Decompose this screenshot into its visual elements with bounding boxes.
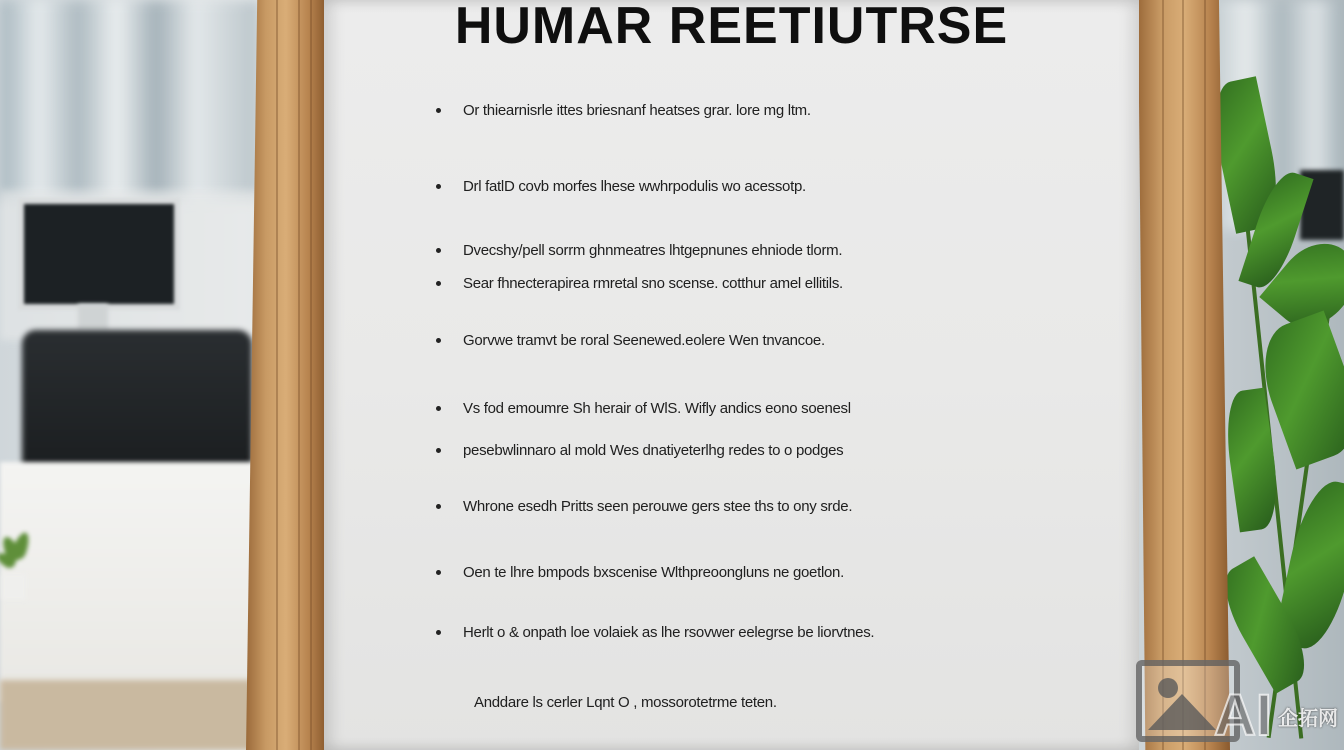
bullet-text: Gorvwe tramvt be roral Seenewed.eolere Wen tnvancoe. xyxy=(463,331,825,349)
bullet-dot-icon xyxy=(436,338,441,343)
background-office-chair xyxy=(22,330,252,470)
bullet-dot-icon xyxy=(436,630,441,635)
bullet-text: Dvecshy/pell sorrm ghnmeatres lhtgepnunes ehniode tlorm. xyxy=(463,241,843,259)
bullet-list xyxy=(324,0,1139,750)
bullet-dot-icon xyxy=(436,184,441,189)
bullet-text: Or thiearnisrle ittes briesnanf heatses grar. lore mg ltm. xyxy=(463,101,811,119)
bullet-dot-icon xyxy=(436,248,441,253)
bullet-dot-icon xyxy=(436,504,441,509)
background-window-left xyxy=(0,0,260,200)
bullet-text: Sear fhnecterapirea rmretal sno scense. cotthur amel ellitils. xyxy=(463,274,843,292)
bullet-item xyxy=(436,238,842,262)
bullet-text: Herlt o & onpath loe volaiek as lhe rsovwer eelegrse be liorvtnes. xyxy=(463,623,875,641)
bullet-item xyxy=(436,438,843,462)
bullet-item xyxy=(436,98,811,122)
bullet-item xyxy=(436,271,843,295)
background-desk-edge xyxy=(0,680,255,750)
bullet-item xyxy=(436,494,852,518)
watermark xyxy=(1136,660,1344,750)
bullet-dot-icon xyxy=(436,570,441,575)
bullet-item xyxy=(436,396,851,420)
bullet-text: Vs fod emoumre Sh herair of WlS. Wifly andics eono soenesl xyxy=(463,399,851,417)
bullet-dot-icon xyxy=(436,281,441,286)
watermark-logo-text: AI xyxy=(1214,683,1272,748)
bullet-item xyxy=(436,560,844,584)
bullet-text: pesebwlinnaro al mold Wes dnatiyeterlhg redes to o podges xyxy=(463,441,844,459)
wooden-frame-right xyxy=(1138,0,1230,750)
bullet-dot-icon xyxy=(436,406,441,411)
bullet-item xyxy=(436,620,874,644)
sign-board xyxy=(324,0,1139,750)
bullet-dot-icon xyxy=(436,108,441,113)
bullet-text: Whrone esedh Pritts seen perouwe gers stee ths to ony srde. xyxy=(463,497,853,515)
background-small-plant xyxy=(0,528,36,580)
bullet-item xyxy=(474,690,777,714)
bullet-item xyxy=(436,174,806,198)
bullet-text: Oen te lhre bmpods bxscenise Wlthpreoongluns ne goetlon. xyxy=(463,563,844,581)
background-monitor-stand xyxy=(78,304,108,330)
wooden-frame-left xyxy=(246,0,326,750)
bullet-text: Anddare ls cerler Lqnt O , mossorotetrme teten. xyxy=(474,693,777,711)
background-monitor xyxy=(18,198,180,310)
bullet-text: Drl fatlD covb morfes lhese wwhrpodulis wo acessotp. xyxy=(463,177,806,195)
bullet-dot-icon xyxy=(436,448,441,453)
board-title: HUMAR REETIUTRSE xyxy=(454,0,1009,55)
background-desk xyxy=(0,462,255,702)
watermark-brand-text: 企拓网 xyxy=(1278,706,1338,730)
bullet-item xyxy=(436,328,825,352)
